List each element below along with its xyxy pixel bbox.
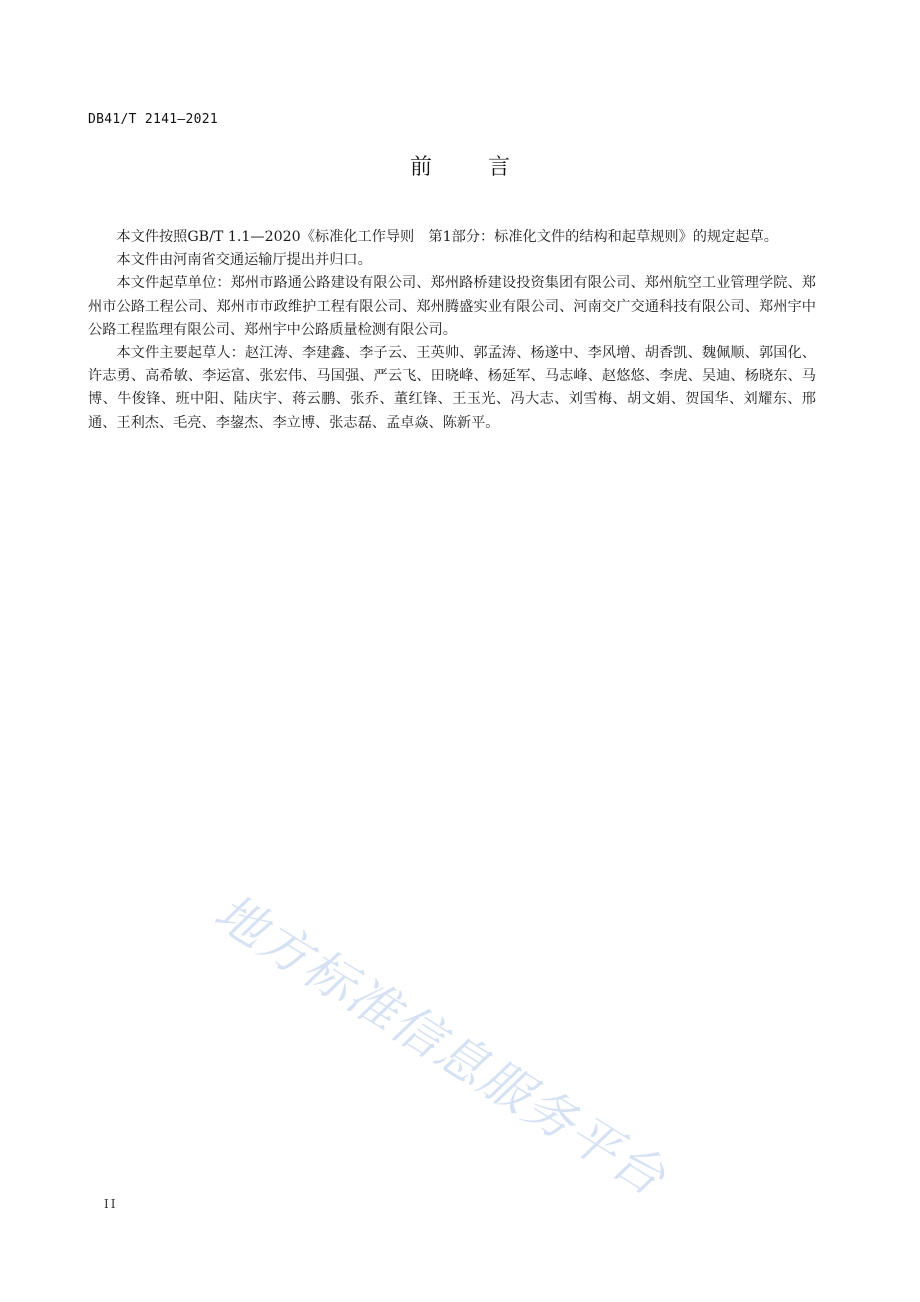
document-code: DB41/T 2141—2021	[88, 112, 219, 127]
foreword-body	[88, 226, 816, 435]
page-title: 前言	[409, 155, 566, 180]
watermark-text: 地方标准信息服务平台	[204, 882, 677, 1208]
paragraph-drafting-rules: 本文件按照GB/T 1.1—2020《标准化工作导则 第1部分：标准化文件的结构和起草规则》的规定起草。	[116, 229, 778, 245]
paragraph-drafters: 本文件主要起草人：赵江涛、李建鑫、李子云、王英帅、郭孟涛、杨遂中、李风增、胡香凯、魏佩顺、郭国化、许志勇、高希敏、李运富、张宏伟、马国强、严云飞、田晓峰、杨延军、马志峰、赵悠悠、李虎、吴迪、杨晓东、马博、牛俊锋、班中阳、陆庆宇、蒋云鹏、张乔、董红锋、王玉光、冯大志、刘雪梅、胡文娟、贺国华、刘耀东、邢通、王利杰、毛亮、李鋆杰、李立博、张志磊、孟卓焱、陈新平。	[88, 345, 816, 431]
page-number: II	[104, 1197, 118, 1211]
paragraph-proposer: 本文件由河南省交通运输厅提出并归口。	[116, 252, 372, 269]
paragraph-drafting-units: 本文件起草单位：郑州市路通公路建设有限公司、郑州路桥建设投资集团有限公司、郑州航空工业管理学院、郑州市公路工程公司、郑州市市政维护工程有限公司、郑州腾盛实业有限公司、河南交广交通科技有限公司、郑州宇中公路工程监理有限公司、郑州宇中公路质量检测有限公司。	[88, 275, 816, 338]
